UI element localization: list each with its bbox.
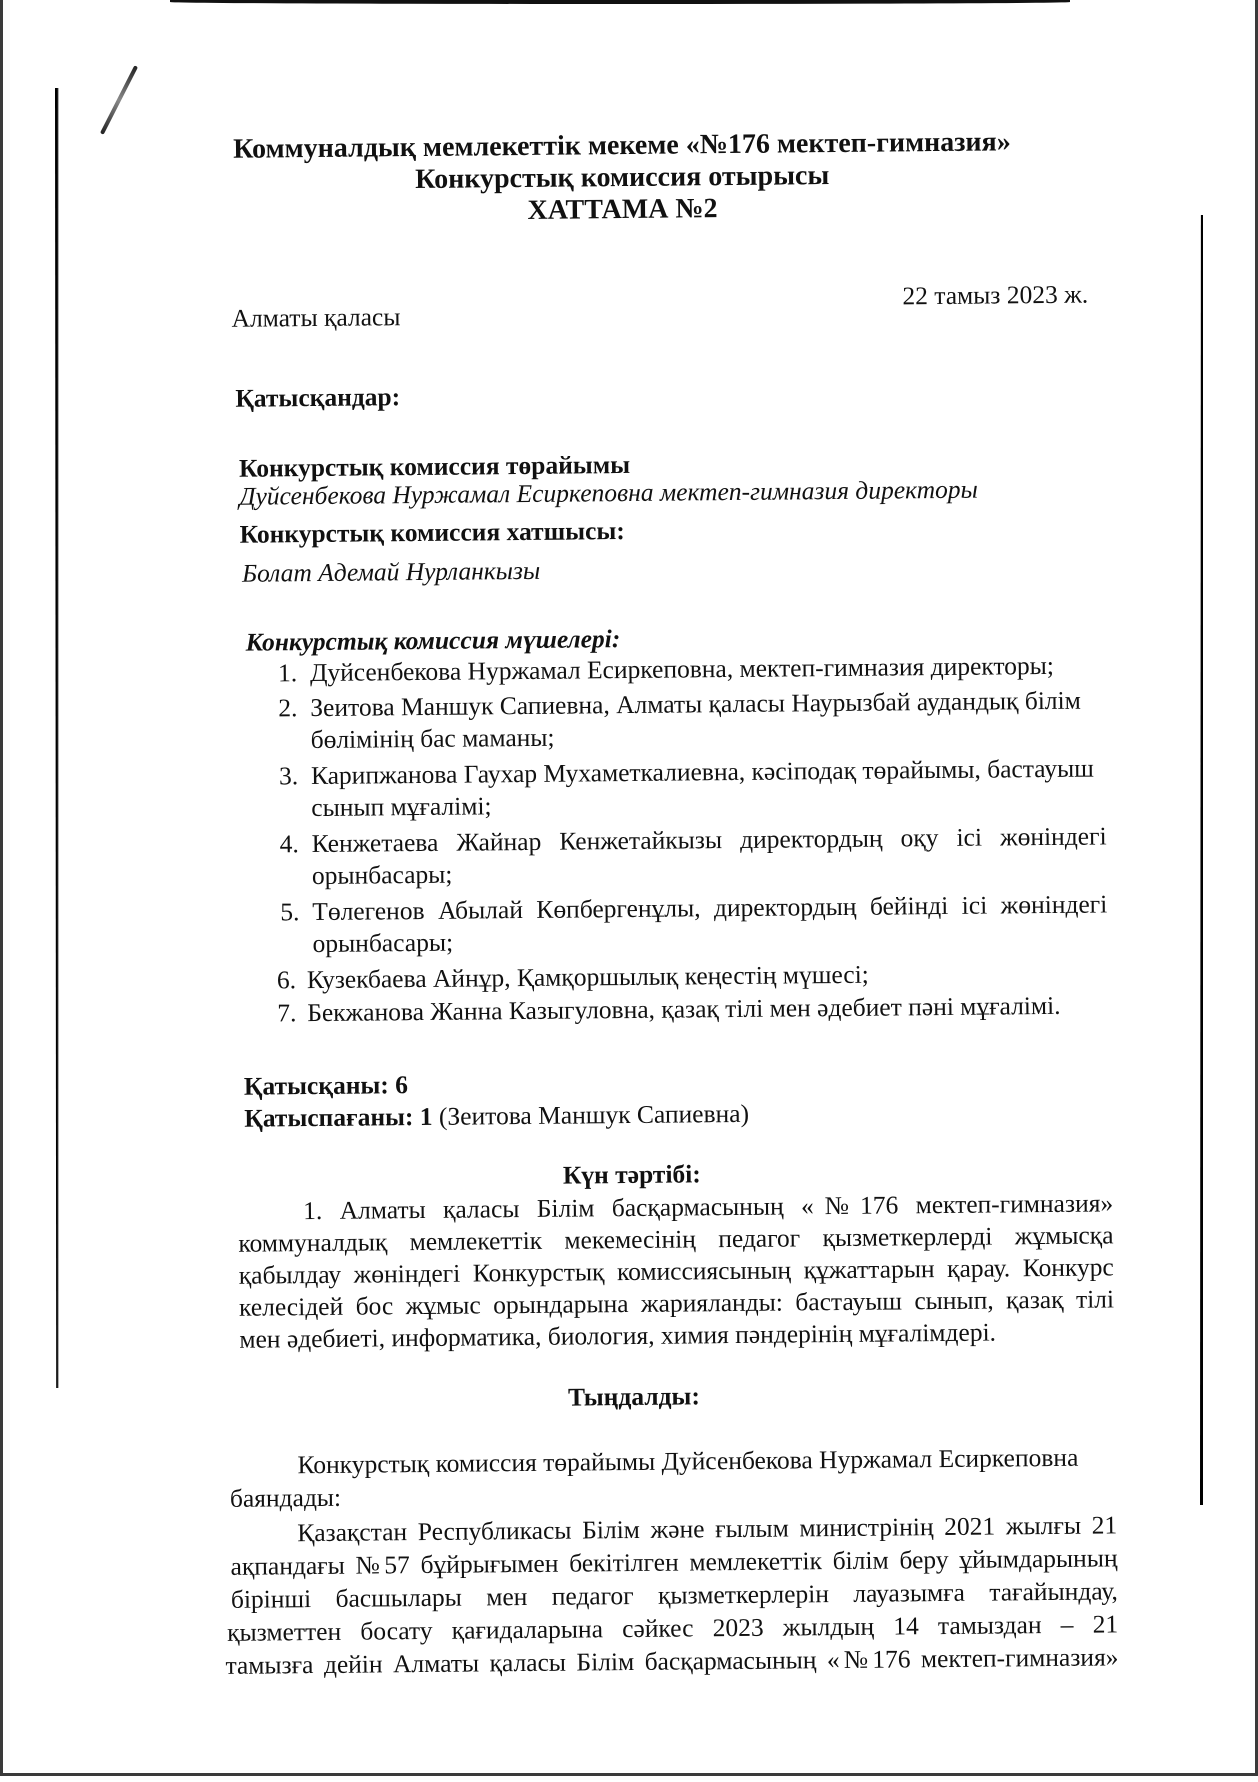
- participants-heading: Қатысқандар:: [235, 382, 401, 413]
- list-item-text: Кузекбаева Айнұр, Қамқоршылық кеңестің мүшесі;: [306, 959, 869, 995]
- list-item-text-cont: орынбасары;: [312, 927, 454, 959]
- absent-name: (Зеитова Маншук Сапиевна): [438, 1098, 750, 1131]
- list-item-number: 7.: [277, 998, 297, 1028]
- agenda-line: қабылдау жөніндегі Конкурстық комиссиясының құжаттарын қарау. Конкурс: [238, 1252, 1114, 1290]
- list-item-number: 2.: [278, 693, 298, 723]
- heard-line: Қазақстан Республикасы Білім және ғылым министрінің 2021 жылғы 21: [297, 1510, 1118, 1548]
- secretary-heading: Конкурстық комиссия хатшысы:: [239, 516, 625, 549]
- agenda-heading: Күн тәртібі:: [562, 1159, 701, 1190]
- heard-line: бірінші басшылары мен педагог қызметкерлерін лауазымға тағайындау,: [230, 1576, 1118, 1614]
- agenda-line: коммуналдық мемлекеттік мекемесінің педагог қызметкерлерді жұмысқа: [238, 1220, 1114, 1258]
- members-heading: Конкурстық комиссия мүшелері:: [245, 624, 621, 657]
- agenda-line: 1. Алматы қаласы Білім басқармасының «№176 мектеп-гимназия»: [303, 1188, 1114, 1226]
- list-item-text: Дуйсенбекова Нуржамал Есиркеповна, мектеп-гимназия директоры;: [309, 650, 1055, 688]
- list-item-text-cont: сынып мұғалімі;: [311, 791, 492, 823]
- list-item-number: 5.: [280, 897, 300, 927]
- chair-name: Дуйсенбекова Нуржамал Есиркеповна мектеп-гимназия директоры: [239, 474, 978, 511]
- list-item-text: Бекжанова Жанна Казыгуловна, қазақ тілі мен әдебиет пәні мұғалімі.: [307, 990, 1061, 1028]
- heard-line: баяндады:: [229, 1482, 342, 1513]
- header-meeting: Конкурстық комиссия отырысы: [415, 160, 830, 196]
- secretary-name: Болат Адемай Нурланкызы: [241, 555, 541, 588]
- list-item-text-cont: орынбасары;: [311, 859, 453, 891]
- agenda-line: мен әдебиеті, информатика, биология, химия пәндерінің мұғалімдері.: [239, 1317, 997, 1354]
- list-item-text-cont: бөлімінің бас маманы;: [310, 722, 555, 755]
- heard-line: қызметтен босату қағидаларына сәйкес 2023 жылдың 14 тамыздан – 21: [227, 1609, 1119, 1647]
- header-institution: Коммуналдық мемлекеттік мекеме «№176 мектеп-гимназия»: [233, 126, 1011, 165]
- list-item-number: 3.: [278, 761, 299, 791]
- list-item-number: 6.: [276, 965, 297, 995]
- heard-line: Конкурстық комиссия төрайымы Дуйсенбекова Нуржамал Есиркеповна: [297, 1442, 1079, 1480]
- place: Алматы қаласы: [231, 302, 401, 333]
- list-item-text: Карипжанова Гаухар Мухаметкалиевна, кәсіподақ төрайымы, бастауыш: [310, 753, 1094, 791]
- heard-line: тамызға дейін Алматы қаласы Білім басқармасының «№176 мектеп-гимназия»: [225, 1642, 1119, 1680]
- chair-heading: Конкурстық комиссия төрайымы: [238, 449, 631, 483]
- date: 22 тамыз 2023 ж.: [902, 279, 1089, 311]
- agenda-line: келесідей бос жұмыс орындарына жарияланды: бастауыш сынып, қазақ тілі: [238, 1284, 1115, 1322]
- absent-count: Қатыспағаны: 1: [244, 1101, 433, 1133]
- list-item-number: 1.: [277, 658, 298, 688]
- list-item-text: Төлегенов Абылай Көпбергенұлы, директордың бейінді ісі жөніндегі: [312, 889, 1108, 927]
- heard-line: ақпандағы №57 бұйрығымен бекітілген мемлекеттік білім беру ұйымдарының: [230, 1543, 1118, 1581]
- list-item-number: 4.: [279, 829, 299, 859]
- absent-line: [244, 1099, 749, 1134]
- attended-count: Қатысқаны: 6: [243, 1070, 409, 1101]
- protocol-title: ХАТТАМА №2: [527, 193, 718, 226]
- heard-heading: Тыңдалды:: [567, 1381, 701, 1412]
- list-item-text: Зеитова Маншук Сапиевна, Алматы қаласы Наурызбай аудандық білім: [310, 685, 1081, 723]
- list-item-text: Кенжетаева Жайнар Кенжетайкызы директордың оқу ісі жөніндегі: [311, 821, 1107, 859]
